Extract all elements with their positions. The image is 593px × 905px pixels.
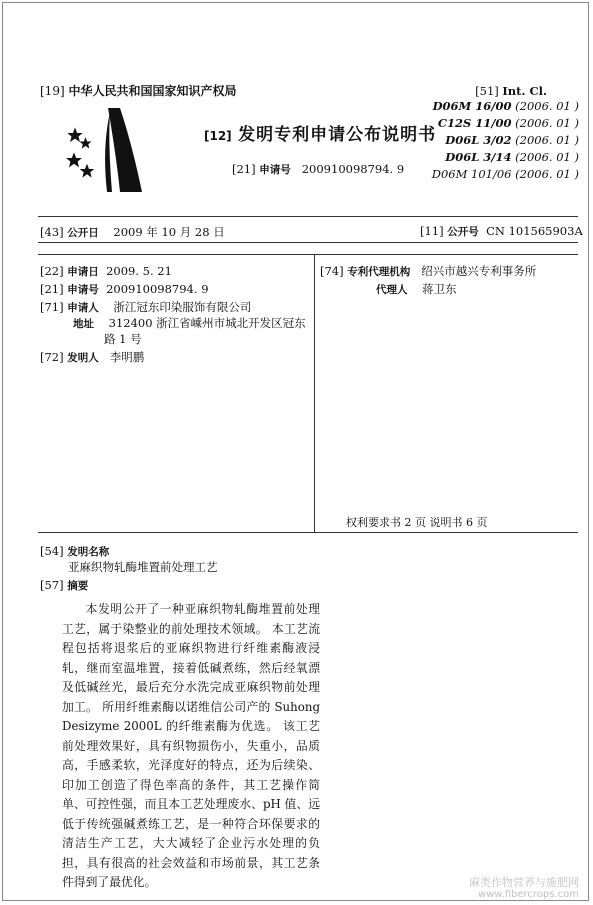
- doc-title-text: 发明专利申请公布说明书: [238, 125, 437, 145]
- doc-code: [12]: [204, 129, 232, 143]
- abstract-label: [57] 摘要: [40, 578, 89, 592]
- inventor-field: [72] 发明人 李明鹏: [40, 350, 145, 364]
- rule-fields-bottom: [38, 532, 578, 533]
- classification-item: D06M 101/06 (2006. 01 ): [431, 167, 579, 181]
- patent-office-emblem-icon: [62, 104, 162, 204]
- agent-field: 代理人 蒋卫东: [376, 282, 457, 296]
- classification-item: D06M 16/00 (2006. 01 ): [432, 99, 579, 113]
- classification-item: D06L 3/14 (2006. 01 ): [445, 150, 579, 164]
- office-name: 中华人民共和国国家知识产权局: [68, 84, 237, 98]
- watermark-title: 麻类作物营养与施肥网: [469, 876, 579, 889]
- publication-date: [43] 公开日 2009 年 10 月 28 日: [40, 225, 225, 239]
- agency-field: [74] 专利代理机构 绍兴市越兴专利事务所: [320, 264, 537, 278]
- classification-list: [379, 98, 579, 183]
- publication-number: [11] 公开号 CN 101565903A: [420, 224, 583, 238]
- classification-item: D06L 3/02 (2006. 01 ): [445, 133, 579, 147]
- invention-name: 亚麻织物轧酶堆置前处理工艺: [68, 560, 218, 574]
- invention-name-label: [54] 发明名称: [40, 544, 110, 558]
- rule-top: [38, 216, 578, 217]
- office-header: [40, 82, 236, 99]
- int-cl-header: [51] Int. Cl.: [475, 84, 547, 98]
- application-number-field: [21] 申请号 200910098794. 9: [40, 282, 209, 296]
- filing-date-field: [22] 申请日 2009. 5. 21: [40, 264, 172, 278]
- watermark-url: www.fibercrops.com: [477, 889, 579, 900]
- address-field: 地址 312400 浙江省嵊州市城北开发区冠东: [73, 316, 306, 330]
- classification-item: C12S 11/00 (2006. 01 ): [437, 116, 579, 130]
- address-line2: 路 1 号: [104, 332, 142, 346]
- abstract-text: 本发明公开了一种亚麻织物轧酶堆置前处理工艺，属于染整业的前处理技术领域。 本工艺流程包括将退浆后的亚麻织物进行纤维素酶液浸轧，继而室温堆置，接着低碱煮练，然后经氧漂及低碱丝光，最后充分水洗完成亚麻织物前处理加工。 所用纤维素酶以诺维信公司产的 Suhong Desizyme 2000L 的纤维素酶为优选。 该工艺前处理效果好，具有织物损伤小，失重小，品质高，手感柔软，光泽度好的特点，还为后续染、印加工创造了得色率高的条件，其工艺操作简单、可控性强，而且本工艺处理废水、pH 值、远低于传统强碱煮练工艺，是一种符合环保要求的清洁生产工艺，大大减轻了企业污水处理的负担，具有很高的社会效益和市场前景，其工艺条件得到了最优化。: [62, 602, 320, 889]
- rule-pub: [38, 242, 578, 243]
- fields-divider: [314, 254, 315, 532]
- office-code: [19]: [40, 84, 65, 98]
- applicant-field: [71] 申请人 浙江冠东印染服饰有限公司: [40, 300, 252, 314]
- application-number-header: [21] 申请号 200910098794. 9: [232, 162, 405, 176]
- abstract-body: [62, 600, 320, 893]
- rule-fields-top: [38, 254, 578, 255]
- page-count-info: 权利要求书 2 页 说明书 6 页: [346, 516, 488, 529]
